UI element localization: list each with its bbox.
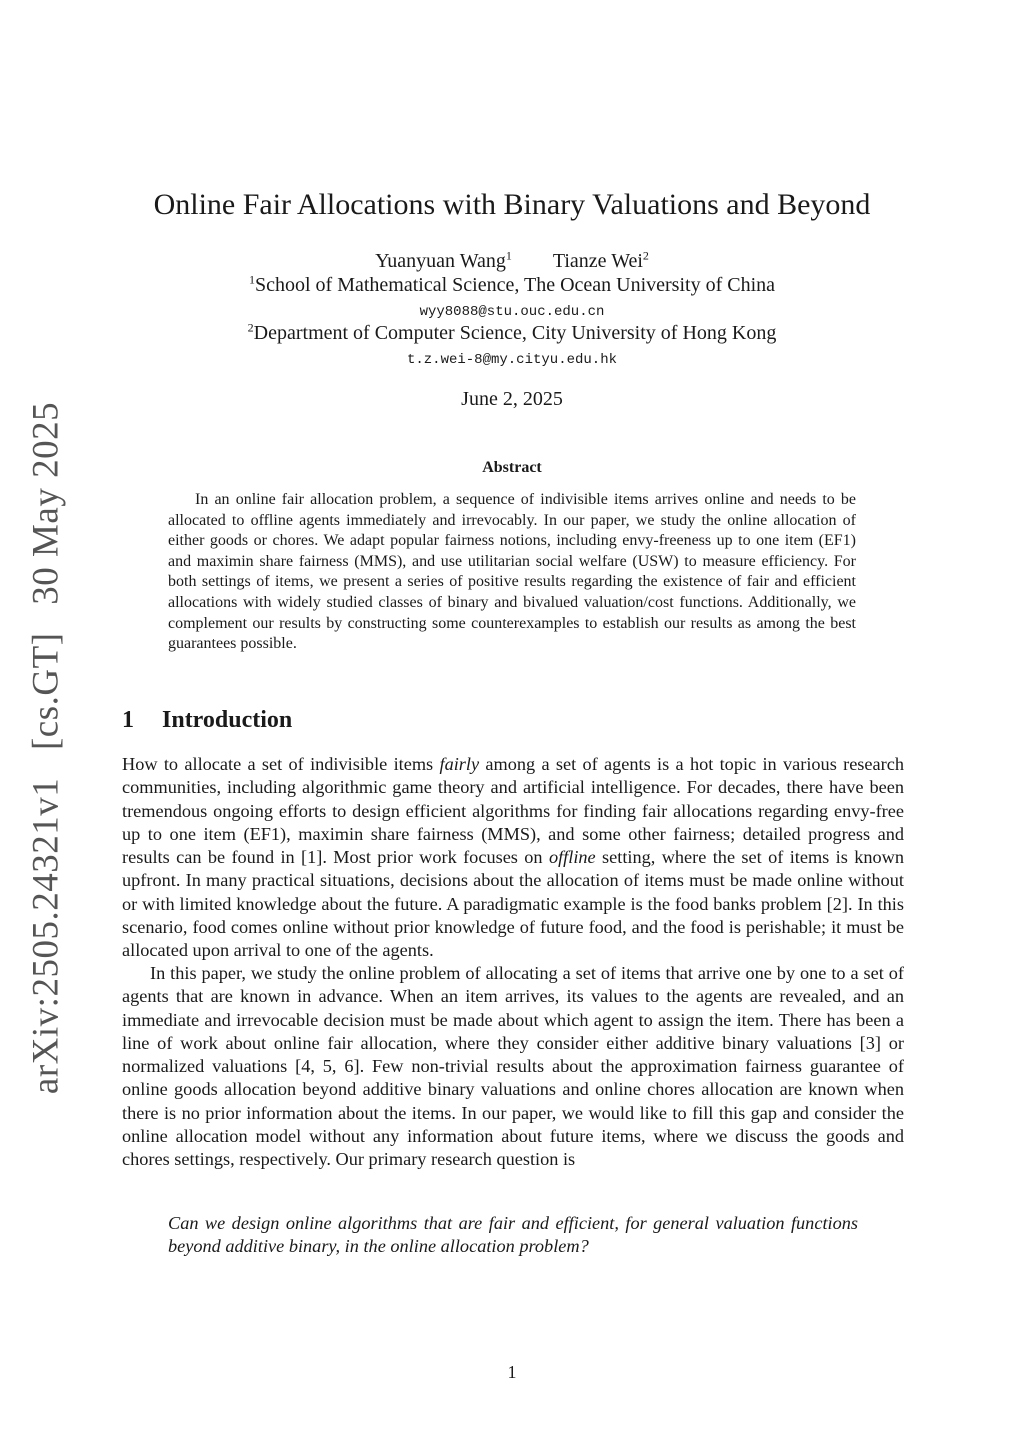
arxiv-id: arXiv:2505.24321v1 [25, 777, 67, 1095]
arxiv-identifier [25, 393, 68, 1103]
affiliation [0, 274, 1024, 297]
author [553, 250, 649, 273]
author-list [0, 250, 1024, 273]
emphasis-text: fairly [439, 754, 480, 774]
intro-paragraph-2: In this paper, we study the online problem of allocating a set of items that arrive one by one to a set of agents that are known in advance. When an item arrives, its values to the agents are revealed, and an immediate and irrevocable decision must be made about which agent to assign the item. There has been a line of work about online fair allocation, where they consider either additive binary valuations [3] or normalized valuations [4, 5, 6]. Few non-trivial results about the approximation fairness guarantee of online goods allocation beyond additive binary valuations and online chores allocation are known when there is no prior information about the items. In our paper, we would like to fill this gap and consider the online allocation model without any information about future items, where we discuss the goods and chores settings, respectively. Our primary research question is [122, 963, 904, 1170]
research-question: Can we design online algorithms that are fair and efficient, for general valuation functions beyond additive binary, in the online allocation problem? [168, 1213, 858, 1257]
affiliation-mark: 1 [248, 272, 255, 287]
author-affil-mark: 1 [505, 248, 512, 263]
paper-date: June 2, 2025 [461, 388, 563, 410]
abstract-text: In an online fair allocation problem, a sequence of indivisible items arrives online and needs to be allocated to offline agents immediately and irrevocably. In our paper, we study the online allocation of either goods or chores. We adapt popular fairness notions, including envy-freeness up to one item (EF1) and maximin share fairness (MMS), and use utilitarian social welfare (USW) to measure efficiency. For both settings of items, we present a series of positive results regarding the existence of fair and efficient allocations with widely studied classes of binary and bivalued valuation/cost functions. Additionally, we complement our results by constructing some counterexamples to establish our results as among the best guarantees possible. [168, 491, 856, 653]
author [375, 250, 512, 273]
author-affil-mark: 2 [642, 248, 649, 263]
author-email: wyy8088@stu.ouc.edu.cn [419, 304, 605, 320]
author-email: t.z.wei-8@my.cityu.edu.hk [406, 352, 618, 368]
abstract-heading: Abstract [482, 459, 542, 476]
arxiv-category: [cs.GT] [25, 632, 67, 751]
arxiv-date: 30 May 2025 [25, 401, 67, 605]
affiliation-mark: 2 [247, 320, 254, 335]
paragraph-text: How to allocate a set of indivisible items [122, 754, 440, 774]
author-name: Tianze Wei [552, 250, 643, 272]
affiliation [0, 322, 1024, 345]
emphasis-text: offline [548, 847, 596, 868]
paragraph-text: among a set of agents is a hot topic in various research communities, including algorithmic game theory and artificial intelligence. For decades, there have been tremendous ongoing efforts to design efficient algorithms for finding fair allocations regarding envy-free up to one item (EF1), maximin share fairness (MMS), and some other fairness; detailed progress and results can be found in [1]. Most prior work focuses on [122, 754, 904, 868]
intro-paragraph-1 [122, 753, 904, 963]
affiliation-name: Department of Computer Science, City University of Hong Kong [253, 322, 777, 344]
section-title: Introduction [162, 707, 293, 733]
section-number: 1 [122, 707, 134, 733]
page-number: 1 [507, 1362, 517, 1382]
paragraph-text: setting, where the set of items is known upfront. In many practical situations, decisions about the allocation of items must be made online without or with limited knowledge about the future. A paradigmatic example is the food banks problem [2]. In this scenario, food comes online without prior knowledge of future food, and the food is perishable; it must be allocated upon arrival to one of the agents. [122, 847, 904, 961]
affiliation-name: School of Mathematical Science, The Ocean University of China [254, 274, 776, 296]
author-name: Yuanyuan Wang [375, 250, 506, 272]
section-heading [122, 707, 292, 734]
paper-title: Online Fair Allocations with Binary Valuations and Beyond [153, 188, 871, 221]
